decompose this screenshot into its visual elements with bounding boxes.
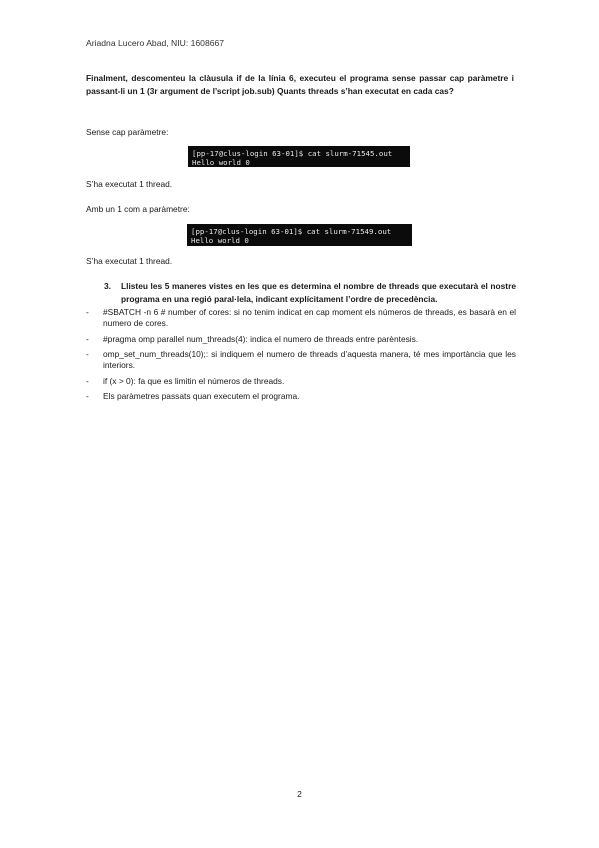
question-paragraph: Finalment, descomenteu la clàusula if de la línia 6, executeu el programa sense passar cap paràmetre i passant-li un 1 (3r argument de l’script job.sub) Quants threads s’han executat en cada cas? [86, 73, 514, 96]
numbered-question-3 [104, 280, 516, 305]
list-item: - #SBATCH -n 6 # number of cores: si no tenim indicat en cap moment els números de threads, es basarà en el numero de cores. [86, 307, 516, 329]
section2-result: S’ha executat 1 thread. [86, 256, 173, 266]
terminal-screenshot-1: [pp-17@clus-login 63-01]$ cat slurm-71545.out Hello world 0 [188, 146, 410, 167]
page-header: Ariadna Lucero Abad, NIU: 1608667 [86, 38, 225, 48]
list-dash: - [86, 348, 89, 359]
list-dash: - [86, 375, 89, 386]
page-number: 2 [297, 789, 302, 799]
list-item: - if (x > 0): fa que es limitin el números de threads. [86, 375, 285, 386]
list-item: - #pragma omp parallel num_threads(4): indica el numero de threads entre parèntesis. [86, 333, 419, 344]
list-dash: - [86, 333, 89, 344]
question-3-text: Llisteu les 5 maneres vistes en les que es determina el nombre de threads que executarà el nostre programa en una regió paral·lela, indicant explícitament l’ordre de precedència. [121, 281, 516, 304]
list-item: - omp_set_num_threads(10);: si indiquem el numero de threads d’aquesta manera, té mes importància que les interiors. [86, 348, 516, 371]
section2-label: Amb un 1 com a paràmetre: [86, 204, 190, 214]
section1-result: S’ha executat 1 thread. [86, 179, 173, 189]
terminal-screenshot-2: [pp-17@clus-login 63-01]$ cat slurm-71549.out Hello world 0 [187, 224, 412, 246]
section1-label: Sense cap paràmetre: [86, 127, 169, 137]
question-number: 3. [104, 281, 111, 291]
list-item: - Els paràmetres passats quan executem el programa. [86, 390, 300, 401]
answer-list [86, 307, 516, 406]
list-dash: - [86, 307, 89, 317]
list-dash: - [86, 390, 89, 401]
